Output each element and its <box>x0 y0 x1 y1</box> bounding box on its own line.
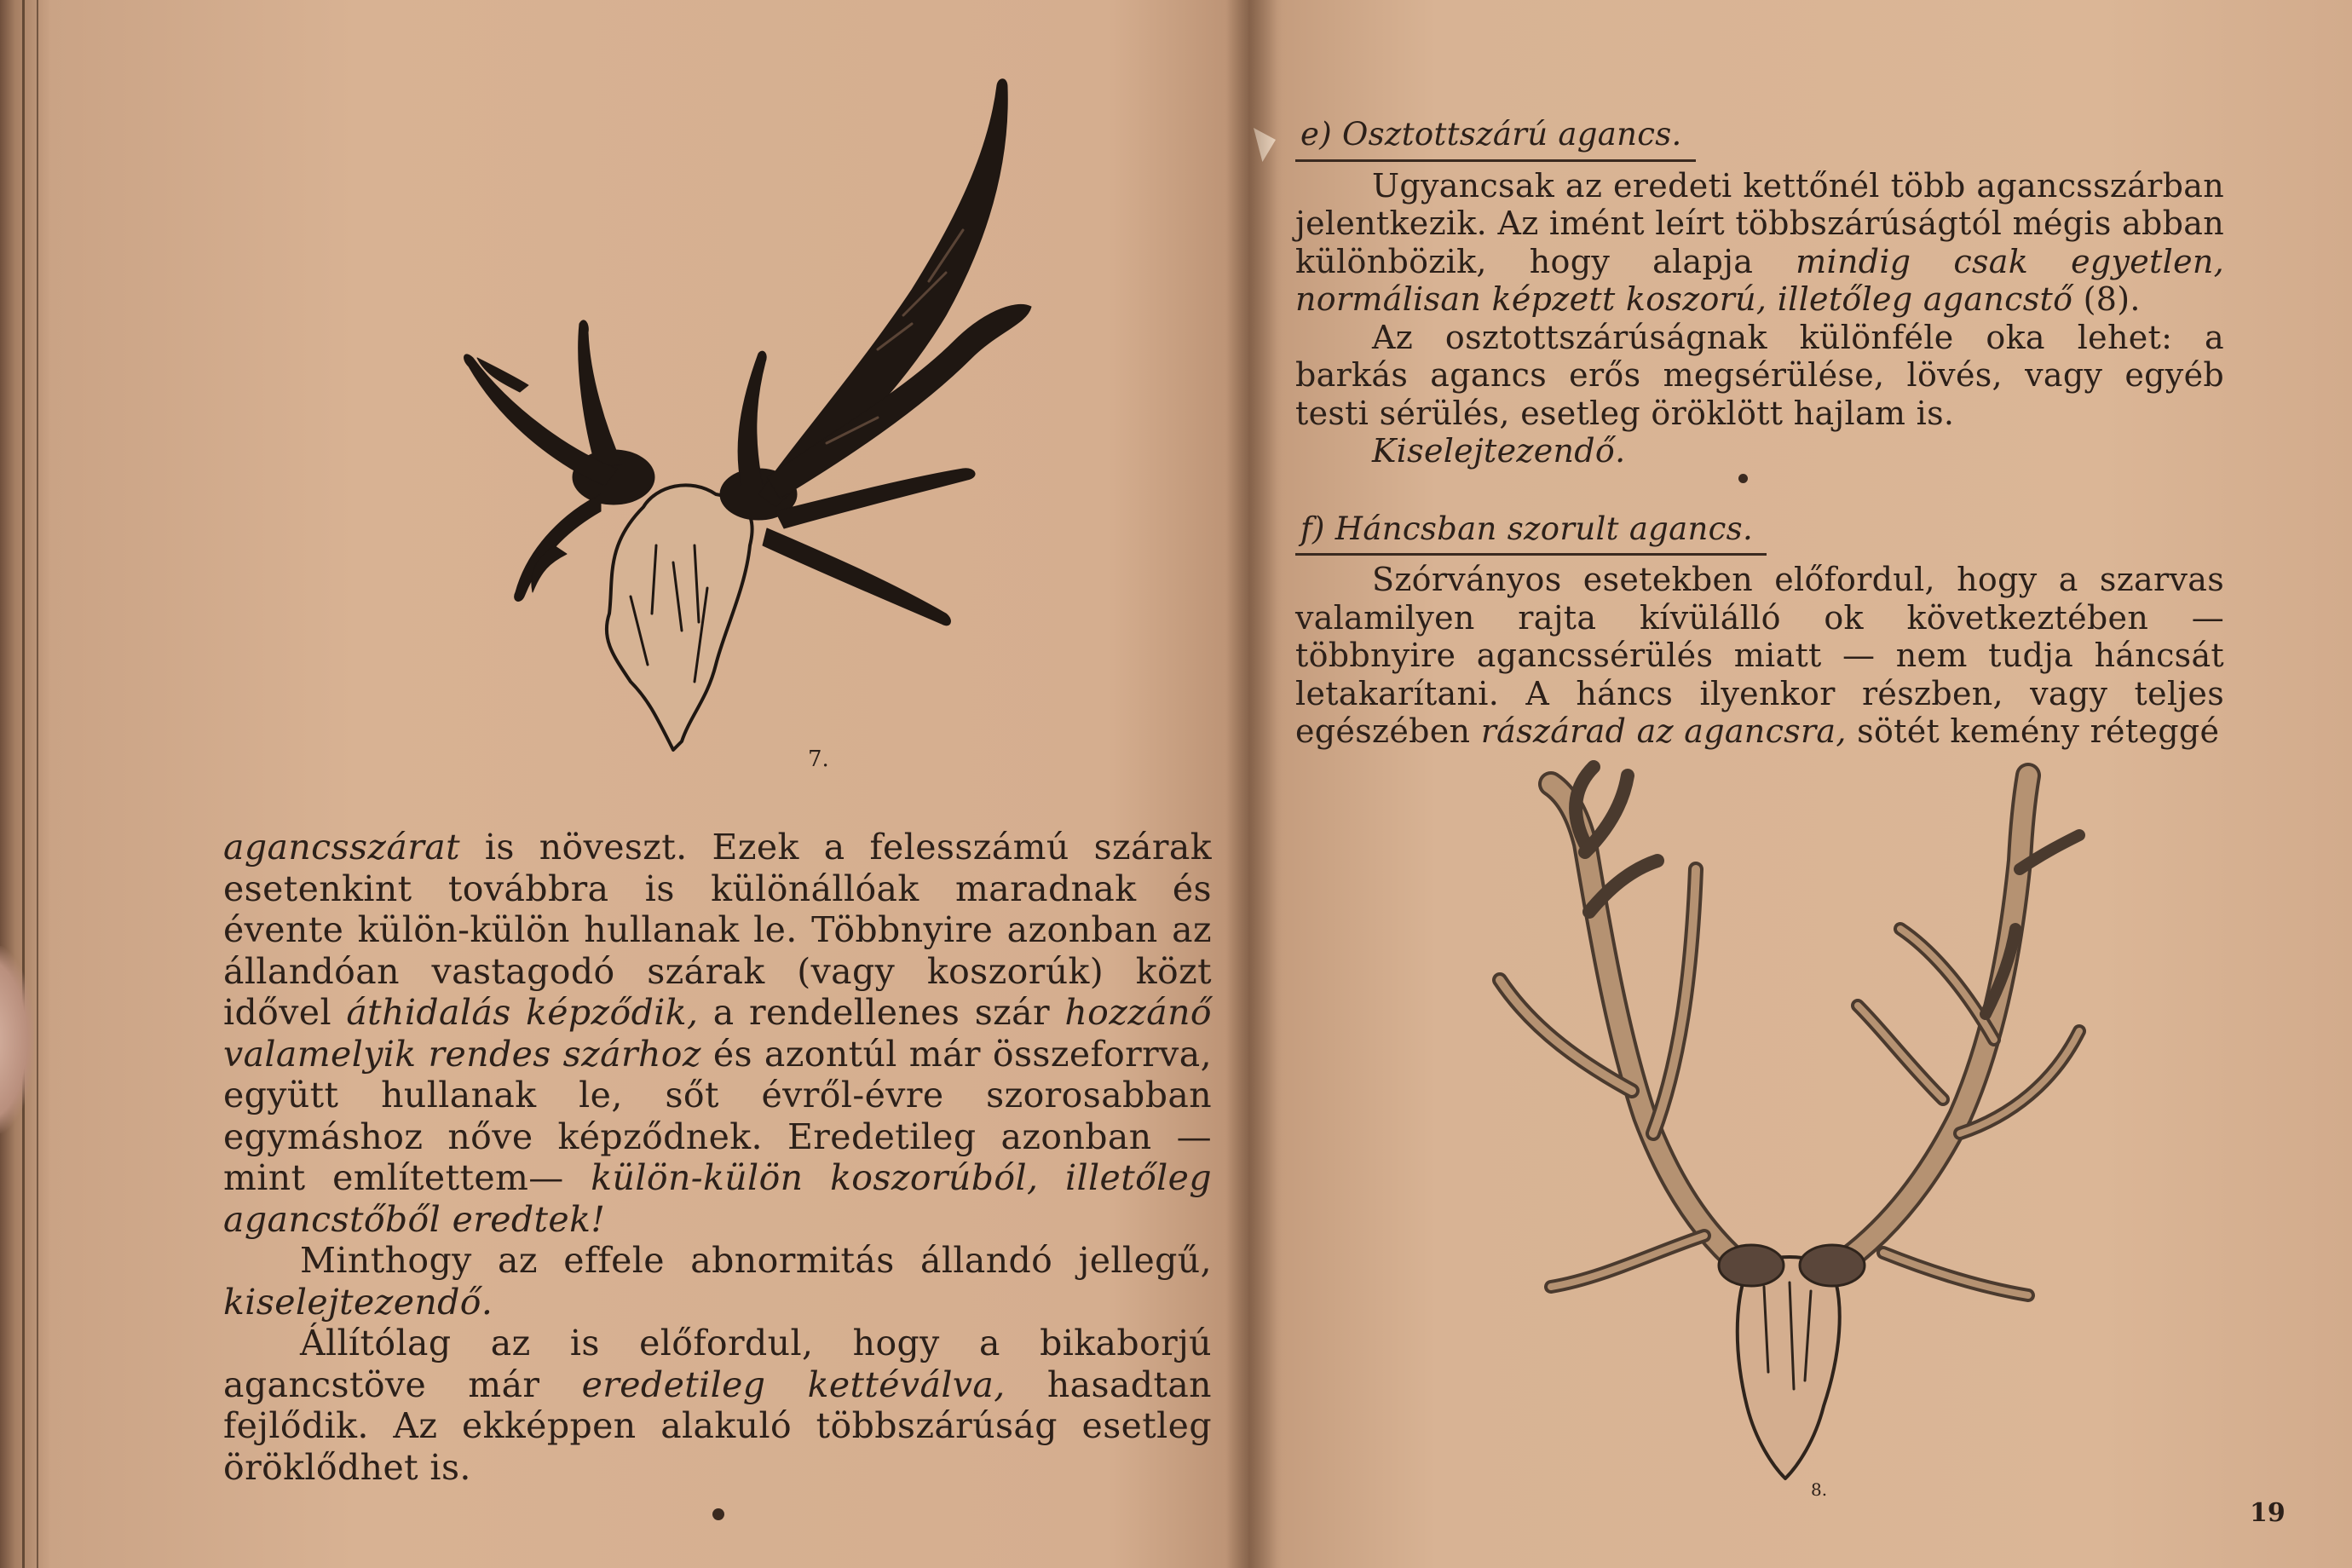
left-paragraph-2 <box>223 1240 1212 1323</box>
text-run: áthidalás képződik, <box>346 992 699 1033</box>
right-page <box>1248 0 2352 1568</box>
section-f-heading: f) Háncsban szorult agancs. <box>1295 510 1767 556</box>
section-e-paragraph-1 <box>1295 167 2224 319</box>
page-stack-edge <box>22 0 38 1568</box>
text-run: agancsszárat <box>223 827 460 868</box>
text-run: mindig csak egyetlen, normálisan képzett koszorú, illetőleg agancstő <box>1295 242 2225 318</box>
left-page-body-text <box>223 827 1212 1488</box>
left-paragraph-1 <box>223 827 1212 1240</box>
text-run: a rendellenes szár <box>698 992 1065 1033</box>
text-run: öröklődhet is. <box>223 1446 471 1488</box>
text-run: külön-külön koszorúból, illetőleg agancstőből eredtek! <box>223 1157 1212 1240</box>
section-e-heading: e) Osztottszárú agancs. <box>1295 116 1696 162</box>
section-e-paragraph-2 <box>1295 319 2224 433</box>
text-run: Ugyancsak az eredeti kettőnél több agancsszárban jelentkezik. Az imént leírt többszárúságtól mégis abban különbözik, hogy alapja <box>1295 166 2224 280</box>
figure-7-caption: 7. <box>808 747 829 772</box>
section-e-paragraph-3 <box>1295 432 2224 470</box>
section-divider <box>1295 470 2224 493</box>
text-run: Az osztottszárúságnak különféle oka lehet: a barkás agancs erős megsérülése, lövés, vagy egyéb testi sérülés, esetleg öröklött hajlam is. <box>1295 318 2224 432</box>
figure-8-antler-illustration <box>1483 758 2096 1491</box>
text-run: hasadtan fejlődik. Az ekképpen alakuló többszárúság esetleg <box>223 1363 1212 1446</box>
page-ornament-dot <box>712 1508 724 1520</box>
section-f-paragraph-1 <box>1295 561 2224 751</box>
section-f-heading-row <box>1295 510 2224 556</box>
text-run: eredetileg kettéválva, <box>581 1363 1006 1405</box>
text-run: kiselejtezendő. <box>223 1281 493 1323</box>
text-run: hozzánő valamelyik rendes szárhoz <box>223 992 1212 1075</box>
text-run: is növeszt. Ezek a felesszámú szárak esetenkint továbbra is különállóak maradnak és évente külön-külön hullanak le. Többnyire azonban az állandóan vastagodó szárak (vagy koszorúk) közt idővel <box>223 827 1212 1033</box>
text-run: Minthogy az effele abnormitás állandó jellegű, <box>300 1240 1212 1281</box>
section-divider-dot <box>1738 474 1748 483</box>
text-run: Szórványos esetekben előfordul, hogy a szarvas valamilyen rajta kívülálló ok következtében — többnyire agancssérülés miatt — nem tudja háncsát letakarítani. A háncs ilyenkor részben, vagy teljes egészében <box>1295 561 2224 750</box>
book-gutter <box>1225 0 1277 1568</box>
left-paragraph-3 <box>223 1323 1212 1488</box>
text-run: (8). <box>2072 280 2141 318</box>
text-run: Állítólag az is előfordul, hogy a bikaborjú agancstöve már <box>223 1323 1212 1405</box>
figure-8-caption: 8. <box>1811 1479 1828 1500</box>
text-run: Kiselejtezendő. <box>1372 432 1626 470</box>
thumb <box>0 946 34 1133</box>
page-number: 19 <box>2250 1498 2286 1528</box>
figure-7-antler-illustration <box>401 68 1048 767</box>
right-page-body-text <box>1295 115 2224 751</box>
text-run: és azontúl már összeforrva, együtt hullanak le, sőt évről-évre szorosabban egymáshoz nőve képződnek. Eredetileg azonban — mint említettem— <box>223 1033 1212 1198</box>
section-e-heading-row <box>1295 115 2224 162</box>
text-run: sötét kemény réteggé <box>1846 712 2220 750</box>
text-run: rászárad az agancsra, <box>1480 712 1847 750</box>
